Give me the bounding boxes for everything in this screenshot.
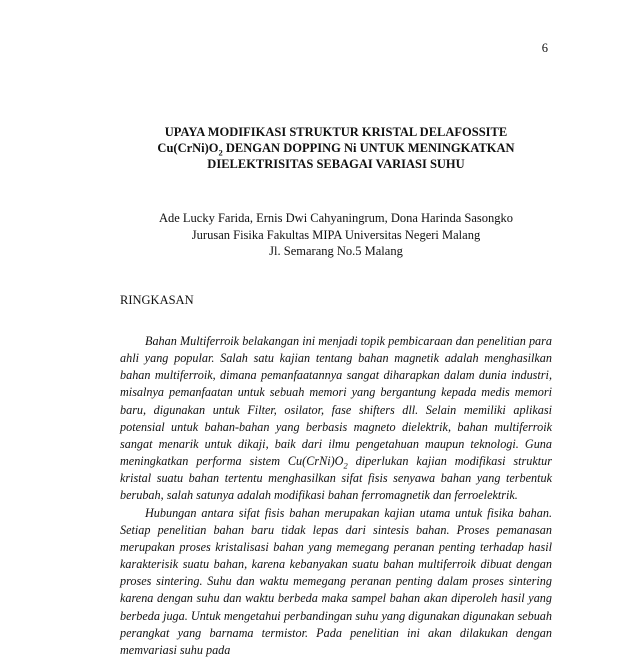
title-line-2: $Cu(CrNi)O_2$ DENGAN DOPPING Ni UNTUK MENINGKATKAN: [157, 141, 515, 158]
title-line-1: UPAYA MODIFIKASI STRUKTUR KRISTAL DELAFOSSITE: [164, 125, 508, 139]
paper-title: [120, 124, 552, 172]
abstract-body: [120, 333, 552, 659]
author-names: Ade Lucky Farida, Ernis Dwi Cahyaningrum, Dona Harinda Sasongko: [158, 211, 514, 225]
title-line-3: DIELEKTRISITAS SEBAGAI VARIASI SUHU: [207, 157, 465, 171]
author-address: Jl. Semarang No.5 Malang: [269, 244, 403, 258]
section-heading: RINGKASAN: [120, 293, 194, 307]
abstract-paragraph-1: Bahan Multiferroik belakangan ini menjadi topik pembicaraan dan penelitian para ahli yang popular. Salah satu kajian tentang bahan magnetik adalah menghasilkan bahan multiferroik, dimana pemanfaatannya sangat diharapkan dalam dunia industri, misalnya pemanfaatan untuk sebuah memori yang bergantung kepada medis memori baru, digunakan untuk Filter, osilator, fase shifters dll. Selain memiliki aplikasi potensial untuk bahan-bahan yang berbasis magneto dielektrik, bahan multiferroik sangat menarik untuk dikaji, baik dari ilmu pengetahuan maupun teknologi. Guna meningkatkan performa sistem $Cu(CrNi)O_2$ diperlukan kajian modifikasi struktur kristal suatu bahan tertentu menghasilkan sifat fisis senyawa bahan yang terbentuk berubah, salah satunya adalah modifikasi bahan ferromagnetik dan ferroelektrik.: [120, 334, 552, 503]
author-affiliation: Jurusan Fisika Fakultas MIPA Universitas Negeri Malang: [191, 227, 481, 242]
author-block: [120, 210, 552, 260]
abstract-paragraph-2: Hubungan antara sifat fisis bahan merupakan kajian utama untuk fisika bahan. Setiap penelitian bahan baru tidak lepas dari sintesis bahan. Proses pemanasan merupakan proses kristalisasi bahan yang memegang peranan penting terhadap hasil karakterisik suatu bahan, karena kebanyakan suatu bahan multiferroik dibuat dengan proses sintering. Suhu dan waktu memegang peranan penting dalam proses sintering karena dengan suhu dan waktu berbeda maka sampel bahan akan diperoleh hasil yang berbeda juga. Untuk mengetahui perbandingan suhu yang digunakan digunakan sebuah perangkat yang barnama termistor. Pada penelitian ini akan dilakukan dengan memvariasi suhu pada: [120, 505, 552, 657]
page-number: 6: [541, 41, 548, 55]
